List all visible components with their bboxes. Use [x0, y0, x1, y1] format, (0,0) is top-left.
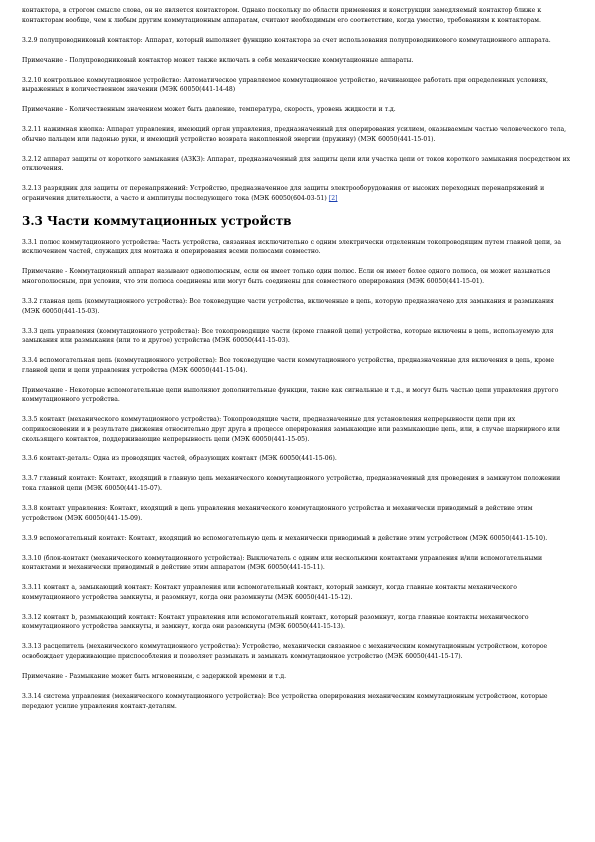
- definition-3-3-1: 3.3.1 полюс коммутационного устройства: Часть устройства, связанная исключительно с одним электрически отделенным токопроводящим путем главной цепи, за исключением частей, служащих для монтажа и оперирования всеми полюсами совместно.: [22, 238, 562, 256]
- paragraph-0: контактора, в строгом смысле слова, он не является контактором. Однако поскольку по области применения и конструкции замедляемый контактор ближе к контакторам вообще, чем к любым другим коммутационным аппаратам, считают необходимым его соответствие, когда уместно, требованиям к контакторам.: [22, 7, 542, 24]
- definition-3-3-12: 3.3.12 контакт b, размыкающий контакт: Контакт управления или вспомогательный контакт, который разомкнут, когда главные контакты механического коммутационного устройства замкнуты, и замкнут, когда они разомкнуты (МЭК 60050(441-15-13).: [22, 613, 529, 631]
- definition-3-3-9: 3.3.9 вспомогательный контакт: Контакт, входящий во вспомогательную цепь и механически приводимый в действие этим устройством (МЭК 60050(441-15-10).: [22, 534, 548, 542]
- definition-3-3-3: 3.3.3 цепь управления (коммутационного устройства): Все токопроводящие части (кроме главной цепи) устройства, которые включены в цепь, используемую для замыкания или размыкания (или то и другое) устройства (МЭК 60050(441-15-03).: [22, 327, 554, 345]
- definition-3-2-13-text: 3.2.13 разрядник для защиты от перенапряжений: Устройство, предназначенное для защиты электрооборудования от высоких переходных перенапряжений и ограничения длительности, а часто и амплитуды последующего тока (МЭК 60050(604-03-51): [22, 185, 545, 202]
- definition-3-2-11: 3.2.11 нажимная кнопка: Аппарат управления, имеющий орган управления, предназначенный для оперирования усилием, оказываемым частью человеческого тела, обычно пальцем или ладонью руки, и имеющий устройство возврата накопленной энергии (пружину) (МЭК 60050(441-15-01).: [22, 126, 567, 143]
- note-3-3-4: Примечание - Некоторые вспомогательные цепи выполняют дополнительные функции, такие как сигнальные и т.д., и могут быть частью цепи управления другого коммутационного устройства.: [22, 386, 559, 404]
- note-3-2-10: Примечание - Количественным значением может быть давление, температура, скорость, уровень жидкости и т.д.: [22, 106, 396, 114]
- definition-3-3-14: 3.3.14 система управления (механического коммутационного устройства): Все устройства оперирования механическим коммутационным устройством, которые передают усилие управления контакт-деталям.: [22, 692, 548, 710]
- definition-3-3-5: 3.3.5 контакт (механического коммутационного устройства): Токопроводящие части, предназначенные для установления непрерывности цепи при их соприкосновении и в результате движения относительно друг друга в процессе оперирования замыкающие или размыкающие цепь, или, в случае шарнирного или скользящего контактов, поддерживающие непрерывность цепи (МЭК 60050(441-15-05).: [22, 416, 560, 443]
- definition-3-3-4: 3.3.4 вспомогательная цепь (коммутационного устройства): Все токоведущие части коммутационного устройства, предназначенные для включения в цепь, кроме главной цепи и цепи управления устройства (МЭК 60050(441-15-04).: [22, 357, 555, 374]
- definition-3-3-6: 3.3.6 контакт-деталь: Одна из проводящих частей, образующих контакт (МЭК 60050(441-15-06).: [22, 455, 337, 463]
- reference-link[interactable]: [2]: [328, 194, 338, 202]
- definition-3-3-11: 3.3.11 контакт а, замыкающий контакт: Контакт управления или вспомогательный контакт, который замкнут, когда главные контакты механического коммутационного устройства замкнуты, и разомкнут, когда они разомкнуты (МЭК 60050(441-15-12).: [22, 584, 517, 601]
- section-heading: 3.3 Части коммутационных устройств: [22, 213, 292, 228]
- definition-3-3-13: 3.3.13 расцепитель (механического коммутационного устройства): Устройство, механически связанное с механическим коммутационным устройством, которое освобождает удерживающие приспособления и позволяет размыкать и замыкать коммутационное устройство (МЭК 60050(441-15-17).: [22, 643, 548, 660]
- note-3-2-9: Примечание - Полупроводниковый контактор может также включать в себя механические коммутационные аппараты.: [22, 56, 414, 64]
- definition-3-2-9: 3.2.9 полупроводниковый контактор: Аппарат, который выполняет функцию контактора за счет использования полупроводникового коммутационного аппарата.: [22, 36, 551, 44]
- note-3-3-1: Примечание - Коммутационный аппарат называют однополюсным, если он имеет только один полюс. Если он имеет более одного полюса, он может называться многополюсным, при условии, что эти полюса соединены или могут быть соединены для совместного оперирования (МЭК 60050(441-15-01).: [22, 268, 551, 286]
- definition-3-3-8: 3.3.8 контакт управления: Контакт, входящий в цепь управления механического коммутационного устройства и механически приводимый в действие этим устройством (МЭК 60050(441-15-09).: [22, 505, 533, 522]
- definition-3-2-10: 3.2.10 контрольное коммутационное устройство: Автоматическое управляемое коммутационное устройство, начинающее работать при определенных условиях, выраженных в количественном значении (МЭК 60050(441-14-48): [22, 76, 548, 94]
- definition-3-3-2: 3.3.2 главная цепь (коммутационного устройства): Все токоведущие части устройства, включенные в цепь, которую предназначено для замыкания и размыкания (МЭК 60050(441-15-03).: [22, 298, 554, 315]
- definition-3-3-7: 3.3.7 главный контакт: Контакт, входящий в главную цепь механического коммутационного устройства, предназначенный для проведения в замкнутом положении тока главной цепи (МЭК 60050(441-15-07).: [22, 475, 561, 493]
- definition-3-2-13: [22, 184, 573, 203]
- note-3-3-13: Примечание - Размыкание может быть мгновенным, с задержкой времени и т.д.: [22, 672, 287, 680]
- definition-3-2-12: 3.2.12 аппарат защиты от короткого замыкания (АЗКЗ): Аппарат, предназначенный для защиты цепи или участка цепи от токов короткого замыкания посредством их отключения.: [22, 155, 571, 173]
- definition-3-3-10: 3.3.10 (блок-контакт (механического коммутационного устройства): Выключатель с одним или несколькими контактами управления и/или вспомогательными контактами и механически приводимый в действие этим аппаратом (МЭК 60050(441-15-11).: [22, 554, 543, 572]
